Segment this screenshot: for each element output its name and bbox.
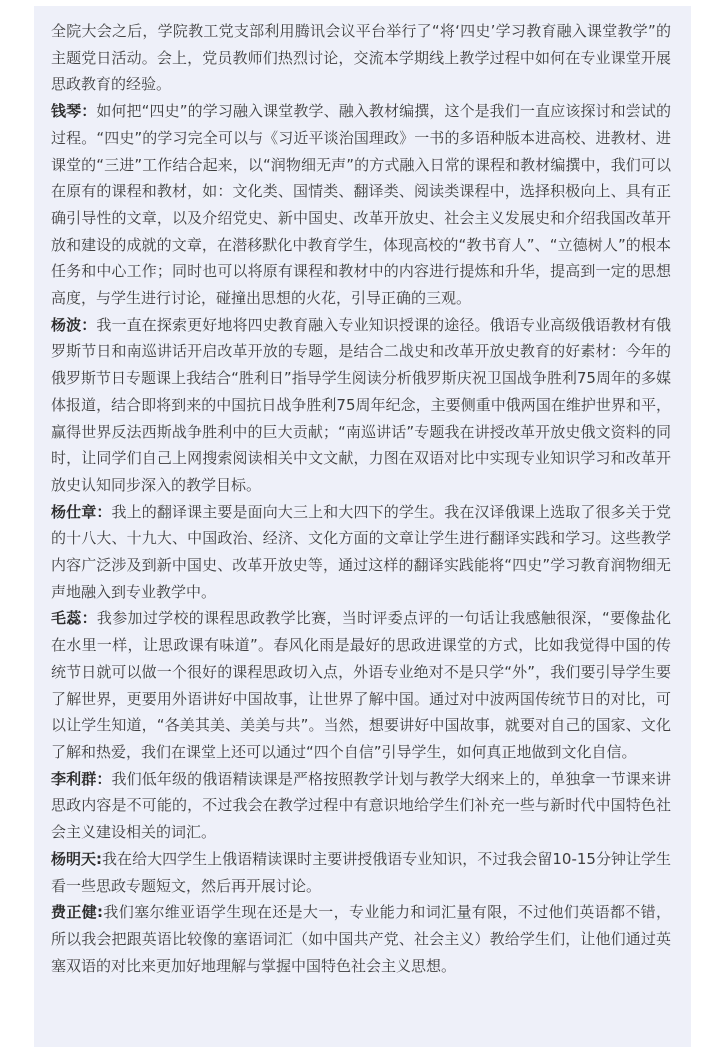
remark-paragraph	[51, 312, 671, 499]
speaker-name: 钱琴：	[51, 102, 97, 121]
remark-paragraph	[51, 766, 671, 846]
remark-paragraph	[51, 605, 671, 765]
intro-paragraph: 全院大会之后，学院教工党支部利用腾讯会议平台举行了“将‘四史’学习教育融入课堂教学”的主题党日活动。会上，党员教师们热烈讨论，交流本学期线上教学过程中如何在专业课堂开展思政教育的经验。	[51, 22, 671, 94]
remark-paragraph	[51, 98, 671, 312]
speaker-name: 杨波：	[51, 315, 97, 334]
remark-paragraph	[51, 899, 671, 979]
remark-text: 我一直在探索更好地将四史教育融入专业知识授课的途径。俄语专业高级俄语教材有俄罗斯节日和南巡讲话开启改革开放的专题，是结合二战史和改革开放史教育的好素材：今年的俄罗斯节日专题课上我结合“胜利日”指导学生阅读分析俄罗斯庆祝卫国战争胜利75周年的多媒体报道，结合即将到来的中国抗日战争胜利75周年纪念，主要侧重中俄两国在维护世界和平，赢得世界反法西斯战争胜利中的巨大贡献；“南巡讲话”专题我在讲授改革开放史俄文资料的同时，让同学们自己上网搜索阅读相关中文文献，力图在双语对比中实现专业知识学习和改革开放史认知同步深入的教学目标。	[51, 315, 671, 494]
article-panel	[34, 6, 691, 1047]
speaker-name: 杨仕章：	[51, 502, 112, 521]
remark-text: 我们低年级的俄语精读课是严格按照教学计划与教学大纲来上的，单独拿一节课来讲思政内容是不可能的，不过我会在教学过程中有意识地给学生们补充一些与新时代中国特色社会主义建设相关的词汇。	[51, 769, 671, 842]
remark-text: 我参加过学校的课程思政教学比赛，当时评委点评的一句话让我感触很深，“要像盐化在水里一样，让思政课有味道”。春风化雨是最好的思政进课堂的方式，比如我觉得中国的传统节日就可以做一个很好的课程思政切入点，外语专业绝对不是只学“外”，我们要引导学生要了解世界，更要用外语讲好中国故事，让世界了解中国。通过对中波两国传统节日的对比，可以让学生知道，“各美其美、美美与共”。当然，想要讲好中国故事，就要对自己的国家、文化了解和热爱，我们在课堂上还可以通过“四个自信”引导学生，如何真正地做到文化自信。	[51, 609, 671, 761]
remark-text: 我在给大四学生上俄语精读课时主要讲授俄语专业知识，不过我会留10-15分钟让学生看一些思政专题短文，然后再开展讨论。	[51, 849, 671, 895]
remark-paragraph	[51, 846, 671, 899]
speaker-name: 毛蕊：	[51, 609, 97, 628]
remark-text: 如何把“四史”的学习融入课堂教学、融入教材编撰，这个是我们一直应该探讨和尝试的过程。“四史”的学习完全可以与《习近平谈治国理政》一书的多语种版本进高校、进教材、进课堂的“三进”工作结合起来，以“润物细无声”的方式融入日常的课程和教材编撰中，我们可以在原有的课程和教材，如：文化类、国情类、翻译类、阅读类课程中，选择积极向上、具有正确引导性的文章，以及介绍党史、新中国史、改革开放史、社会主义发展史和介绍我国改革开放和建设的成就的文章，在潜移默化中教育学生，体现高校的“教书育人”、“立德树人”的根本任务和中心工作；同时也可以将原有课程和教材中的内容进行提炼和升华，提高到一定的思想高度，与学生进行讨论，碰撞出思想的火花，引导正确的三观。	[51, 102, 671, 308]
speaker-name: 费正健:	[51, 903, 104, 922]
remark-paragraph	[51, 499, 671, 606]
remark-text: 我们塞尔维亚语学生现在还是大一，专业能力和词汇量有限，不过他们英语都不错，所以我会把跟英语比较像的塞语词汇（如中国共产党、社会主义）教给学生们，让他们通过英塞双语的对比来更加好地理解与掌握中国特色社会主义思想。	[51, 903, 672, 975]
speaker-name: 杨明天:	[51, 849, 103, 868]
remark-text: 我上的翻译课主要是面向大三上和大四下的学生。我在汉译俄课上选取了很多关于党的十八大、十九大、中国政治、经济、文化方面的文章让学生进行翻译实践和学习。这些教学内容广泛涉及到新中国史、改革开放史等，通过这样的翻译实践能将“四史”学习教育润物细无声地融入到专业教学中。	[51, 502, 671, 601]
speaker-name: 李利群：	[51, 769, 112, 788]
